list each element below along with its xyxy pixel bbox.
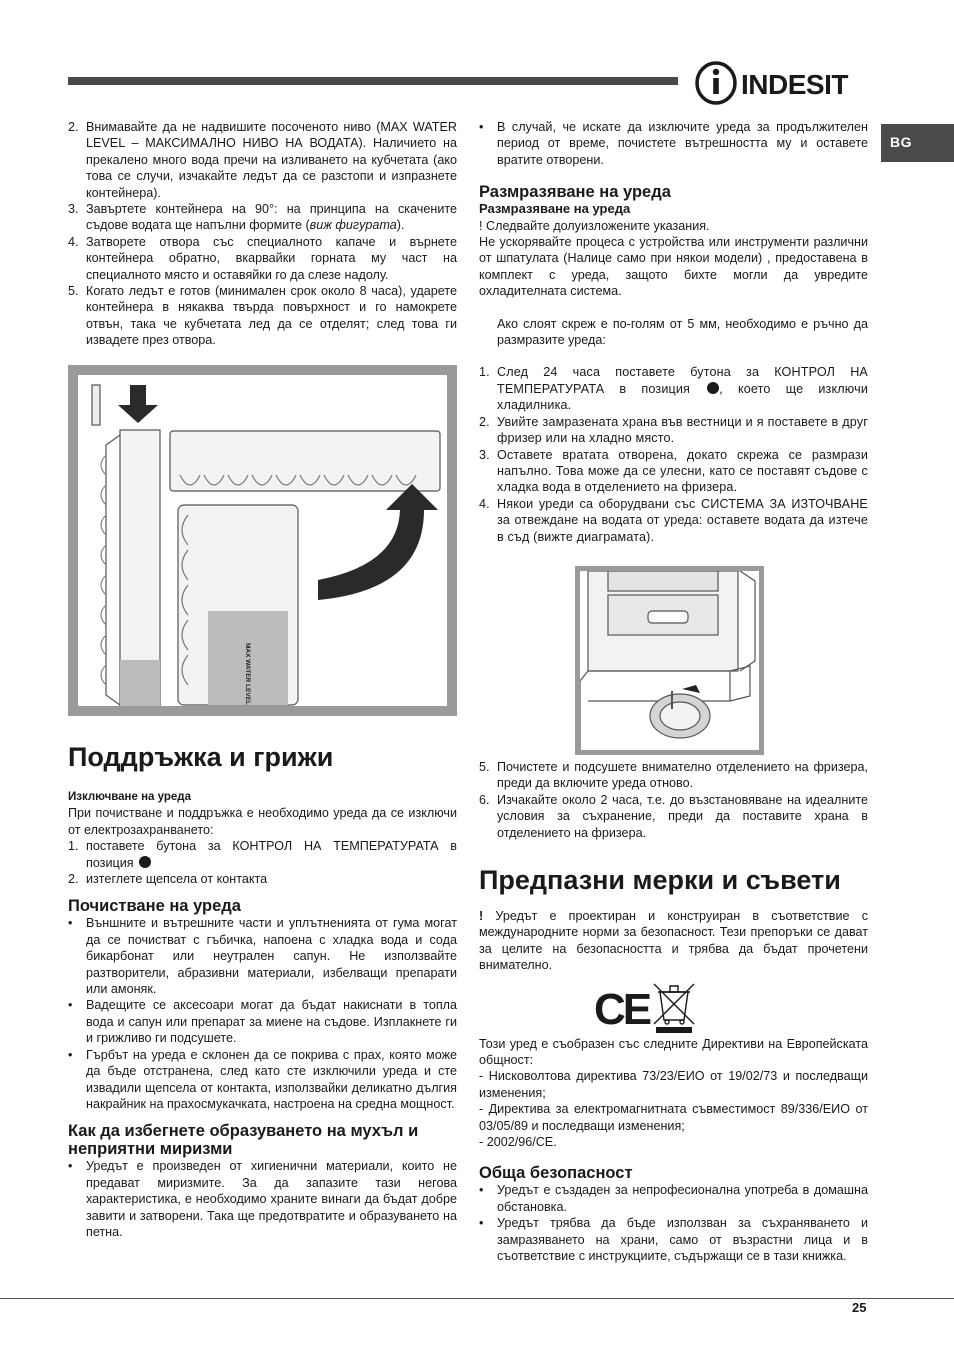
defrost-steps (479, 364, 868, 544)
directive-line: Този уред е съобразен със следните Директиви на Европейската общност: (479, 1036, 868, 1068)
weee-bin-icon (654, 984, 694, 1033)
off-position-icon (139, 856, 151, 868)
title-underline (68, 772, 457, 779)
odor-heading: Как да избегнете образуването на мухъл и неприятни миризми (68, 1122, 419, 1159)
directive-line: - Нисковолтова директива 73/23/ЕИО от 19/02/73 и последващи изменения; (479, 1069, 868, 1100)
defrost-after-section (479, 759, 868, 841)
ice-tray-figure (68, 365, 457, 716)
svg-text:INDESIT: INDESIT (741, 69, 848, 100)
list-item: • Гърбът на уреда е склонен да се покрива с прах, която може да бъде отстранена, след като сте изключили уреда и сте извадили щепсела от контакта, използвайки деликатно дългия накрайник на прахосмукачката, настроена на средна мощност. (68, 1047, 457, 1111)
list-item: • Уредът е произведен от хигиенични материали, които не предават миризмите. За да запазите тази негова характеристика, е необходимо храните винаги да бъдат добре завити и затворени. Така ще предотвратите и образуването на петна. (68, 1159, 457, 1239)
step-item: 5. Почистете и подсушете внимателно отделението на фризера, преди да включите уреда отново. (479, 760, 868, 791)
step-item: 2. Внимавайте да не надвишите посоченото ниво (MAX WATER LEVEL – МАКСИМАЛНО НИВО НА ВОДАТА). Наличието на прекалено много вода пречи на изливането на кубчетата (ако това се случи, изчакайте ледът да се разстопи и изпразнете контейнера). (68, 120, 457, 200)
step-item: 3. Оставете вратата отворена, докато скрежа се размрази напълно. Това може да се улесни, като се поставят съдове с хладка вода в отделението на фризера. (479, 447, 868, 495)
general-safety-heading: Обща безопасност (479, 1164, 633, 1183)
switch-off-steps (68, 838, 457, 887)
step-item: 3. Завъртете контейнера на 90°: на принципа на скачените съдове водата ще напълни формите (виж фигурата). (68, 202, 457, 233)
title-underline (479, 895, 868, 902)
step-item: 1. След 24 часа поставете бутона за КОНТРОЛ НА ТЕМПЕРАТУРАТА в позиция , което ще изключи хладилника. (479, 365, 868, 413)
svg-text:CE: CE (594, 984, 650, 1034)
defrost-heading: Размразяване на уреда (479, 183, 671, 202)
defrost-note: Ако слоят скреж е по-голям от 5 мм, необходимо е ръчно да размразите уреда: (497, 316, 868, 348)
list-item: • В случай, че искате да изключите уреда за продължителен период от време, почистете вътрешността му и оставете вратите отворени. (479, 120, 868, 167)
step-item: 2. Увийте замразената храна във вестници и я поставете в друг фризер или на хладно място. (479, 414, 868, 446)
general-safety-list (479, 1182, 868, 1264)
drain-illustration (580, 571, 759, 750)
language-tab: BG (881, 124, 954, 162)
odor-list (68, 1158, 457, 1240)
long-absence-list (479, 119, 868, 168)
maintenance-title: Поддръжка и грижи (68, 741, 333, 773)
ce-weee-marks (594, 980, 704, 1038)
safety-intro: ! Уредът е проектиран и конструиран в съответствие с международните норми за безопасност. Тези препоръки се дават за целите на безопасността и трябва да бъдат прочетени внимателно. (479, 909, 868, 973)
switch-off-heading: Изключване на уреда (68, 791, 191, 803)
defrost-intro-line: ! Следвайте долуизложените указания. (479, 218, 710, 233)
header-bar (68, 77, 678, 85)
list-item: • Уредът е създаден за непрофесионална употреба в домашна обстановка. (479, 1183, 868, 1214)
icemaker-steps (68, 119, 457, 349)
defrost-subheading: Размразяване на уреда (479, 201, 631, 217)
page-number: 25 (852, 1300, 867, 1315)
step-item: 2. изтеглете щепсела от контакта (68, 872, 268, 887)
footer-rule (0, 1298, 954, 1299)
safety-section (479, 908, 868, 1265)
step-item: 6. Изчакайте около 2 часа, т.е. до възстановяване на идеалните условия за съхранение, преди да поставите храна в отделението на фризера. (479, 792, 868, 840)
svg-text:MAX WATER LEVEL: MAX WATER LEVEL (244, 643, 251, 705)
switch-off-text: При почистване и поддръжка е необходимо уреда да се изключи от електрозахранването: (68, 806, 457, 837)
step-item: 4. Затворете отвора със специалното капаче и върнете контейнера обратно, вкарвайки горната му част на специалното място и оставяйки го да слезе надолу. (68, 234, 457, 282)
directive-line: - Директива за електромагнитната съвместимост 89/336/ЕИО от 03/05/89 и последващи изменения; (479, 1102, 868, 1133)
list-item: • Външните и вътрешните части и уплътненията от гума могат да се почистват с гъбичка, напоена с хладка вода и сода бикарбонат или неутрален сапун. Не използвайте разтворители, абразивни материали, избелващи препарати или амоняк. (68, 916, 457, 997)
list-item: • Вадещите се аксесоари могат да бъдат накиснати в топла вода и сапун или препарат за миене на съдове. Изплакнете ги и грижливо ги подсушете. (68, 998, 457, 1046)
indesit-logo (694, 60, 872, 106)
maintenance-section (68, 789, 457, 1240)
left-column (68, 119, 457, 349)
step-item: 4. Някои уреди са оборудвани със СИСТЕМА ЗА ИЗТОЧВАНЕ за отвеждане на водата от уреда: оставете водата да изтече в съд (вижте диаграмата). (479, 496, 868, 544)
cleaning-heading: Почистване на уреда (68, 897, 241, 916)
right-column (479, 119, 868, 545)
step-item: 5. Когато ледът е готов (минимален срок около 8 часа), ударете контейнера в някаква твърда повърхност и го намокрете отвън, така че кубчетата лед да се отделят; след това ги извадете през отвора. (68, 284, 457, 348)
directive-line: - 2002/96/CE. (479, 1135, 557, 1150)
step-item: 1. поставете бутона за КОНТРОЛ НА ТЕМПЕРАТУРАТА в позиция (68, 839, 457, 870)
defrost-steps-after (479, 759, 868, 841)
drain-figure (575, 566, 764, 755)
safety-title: Предпазни мерки и съвети (479, 864, 841, 896)
defrost-intro-line: Не ускорявайте процеса с устройства или инструменти различни от шпатулата (Налице само при някои модели) , предоставена в комплект с уреда, защото бихте могли да увредите охладителната система. (479, 235, 868, 299)
off-position-icon (707, 382, 719, 394)
cleaning-list (68, 915, 457, 1112)
ice-tray-illustration (78, 375, 447, 706)
list-item: • Уредът трябва да бъде използван за съхраняването и замразяването на храни, само от възрастни лица и в съответствие с инструкциите, съдържащи се в тази книжка. (479, 1216, 868, 1264)
certification-marks (479, 974, 868, 1032)
